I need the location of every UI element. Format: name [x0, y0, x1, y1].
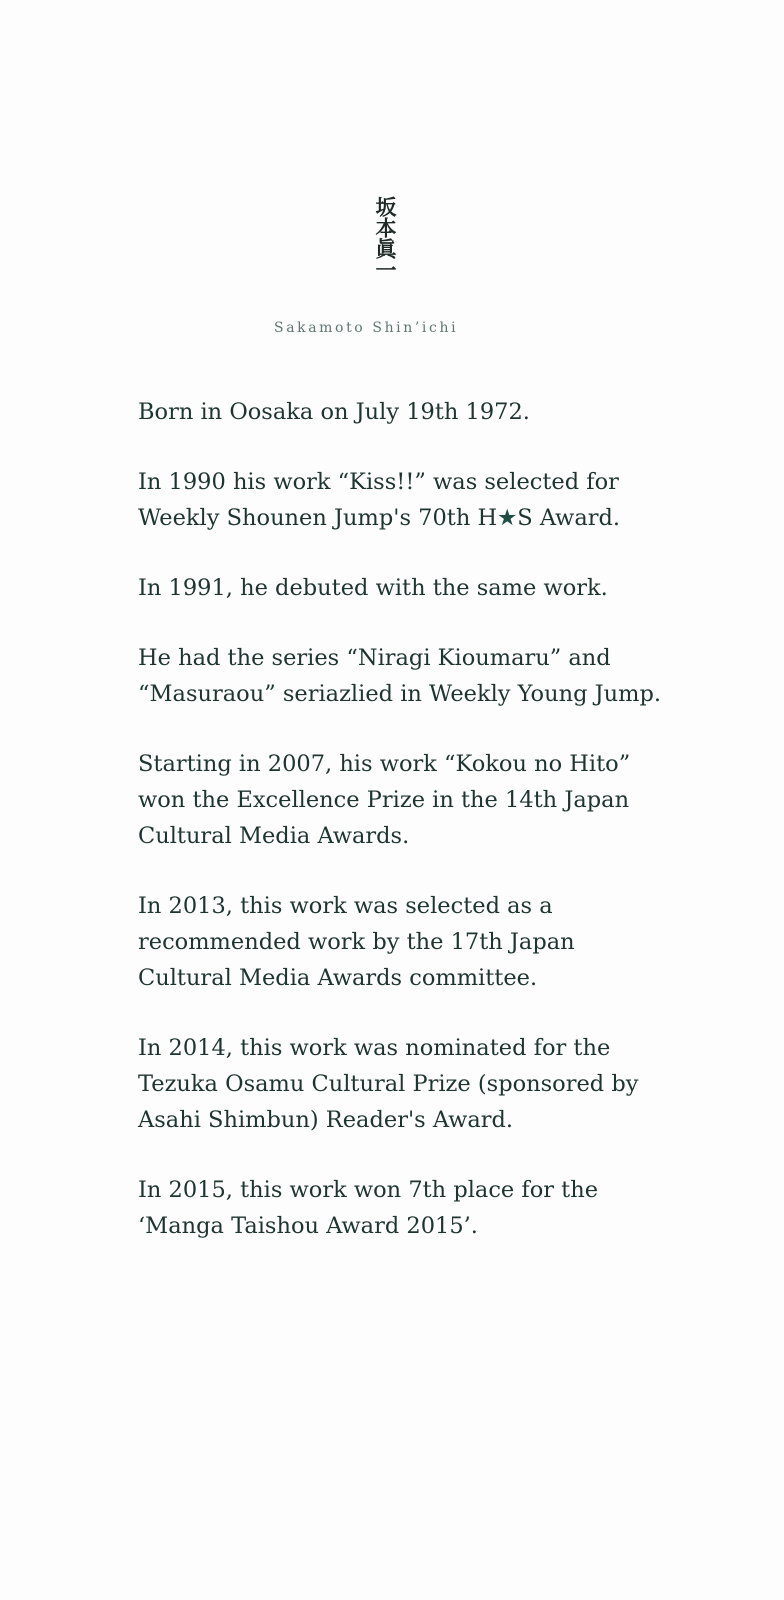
- star-icon: ★: [497, 505, 518, 531]
- author-name-japanese: 坂本眞一: [373, 196, 398, 280]
- bio-debut: In 1991, he debuted with the same work.: [138, 575, 608, 601]
- author-name-romaji: Sakamoto Shin’ichi: [274, 320, 459, 336]
- bio-award-1990-text-end: S Award.: [517, 505, 621, 531]
- bio-award-1990: [138, 464, 758, 536]
- bio-award-1990-text: In 1990 his work “Kiss!!” was selected for Weekly Shounen Jump's 70th H: [138, 469, 619, 531]
- author-biography: [138, 394, 758, 1278]
- bio-manga-taishou: In 2015, this work won 7th place for the ‘Manga Taishou Award 2015’.: [138, 1177, 599, 1239]
- bio-birth: Born in Oosaka on July 19th 1972.: [138, 399, 530, 425]
- bio-excellence-prize: Starting in 2007, his work “Kokou no Hito” won the Excellence Prize in the 14th Japan Cultural Media Awards.: [138, 751, 631, 849]
- bio-tezuka-nomination: In 2014, this work was nominated for the Tezuka Osamu Cultural Prize (sponsored by Asahi Shimbun) Reader's Award.: [138, 1035, 639, 1133]
- bio-recommended-work: In 2013, this work was selected as a recommended work by the 17th Japan Cultural Media Awards committee.: [138, 893, 575, 991]
- bio-series: He had the series “Niragi Kioumaru” and “Masuraou” seriazlied in Weekly Young Jump.: [138, 645, 662, 707]
